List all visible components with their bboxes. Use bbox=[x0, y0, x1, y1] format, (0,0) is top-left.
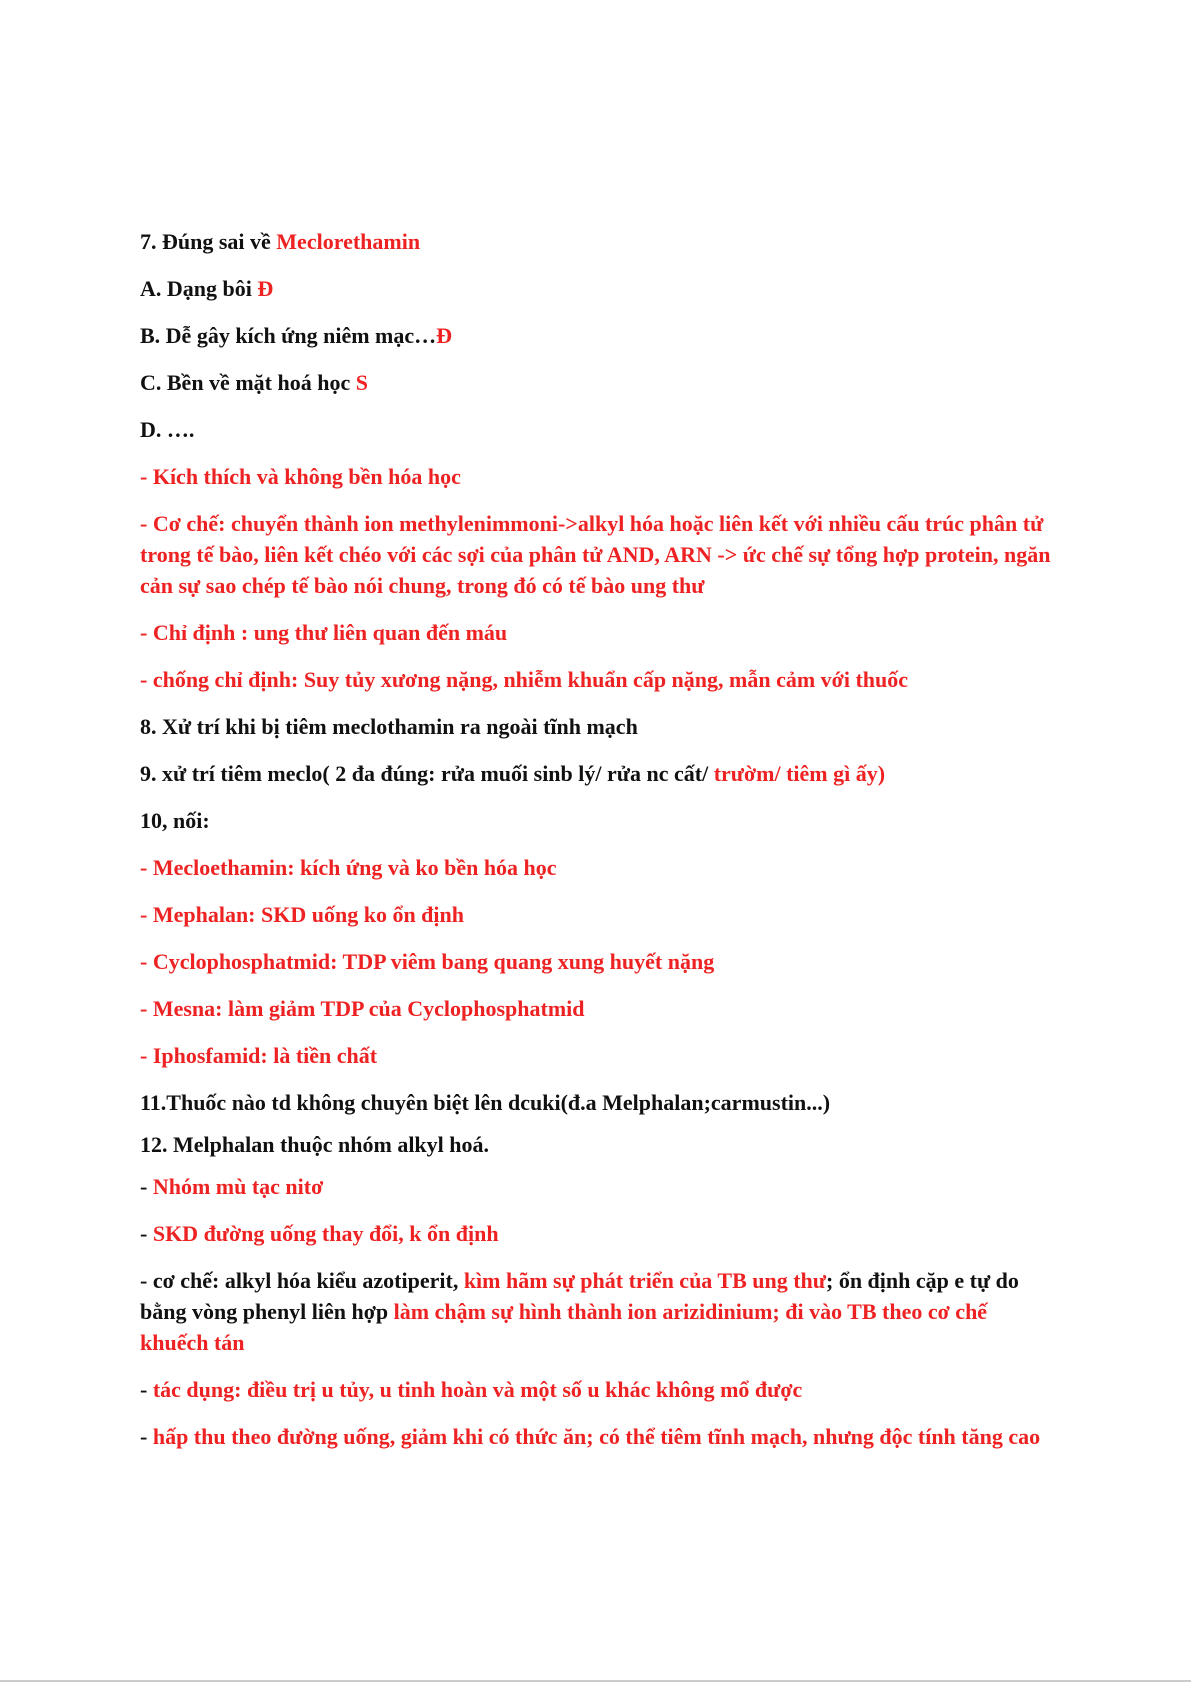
text-segment: hấp thu theo đường uống, giảm khi có thức ăn; có thể tiêm tĩnh mạch, nhưng độc tính tăng cao bbox=[152, 1424, 1041, 1449]
paragraph-n3 bbox=[140, 617, 1060, 648]
text-segment: 11.Thuốc nào td không chuyên biệt lên dcuki(đ.a Melphalan;carmustin...) bbox=[140, 1090, 831, 1115]
text-segment: kìm hãm sự phát triển của TB ung thư bbox=[463, 1268, 826, 1293]
text-segment: - Kích thích và không bền hóa học bbox=[140, 464, 461, 489]
paragraph-q7 bbox=[140, 226, 1060, 257]
text-segment: 7. Đúng sai về bbox=[140, 229, 277, 254]
paragraph-q7a bbox=[140, 273, 1060, 304]
text-segment: tác dụng: điều trị u tủy, u tinh hoàn và một số u khác không mổ được bbox=[152, 1377, 803, 1402]
text-segment: SKD đường uống thay đổi, k ổn định bbox=[152, 1221, 499, 1246]
paragraph-m3 bbox=[140, 946, 1060, 977]
text-segment: - Cơ chế: chuyển thành ion methylenimmoni->alkyl hóa hoặc liên kết với nhiều cấu trúc phân tử trong tế bào, liên kết chéo với các sợi của phân tử AND, ARN -> ức chế sự tổng hợp protein, ngăn cản sự sao chép tế bào nói chung, trong đó có tế bào ung thư bbox=[140, 511, 1051, 598]
page-bottom-rule bbox=[0, 1680, 1191, 1682]
text-segment: Meclorethamin bbox=[276, 229, 421, 254]
paragraph-n2 bbox=[140, 508, 1060, 601]
text-segment: - Mecloethamin: kích ứng và ko bền hóa học bbox=[140, 855, 557, 880]
text-segment: - chống chỉ định: Suy tủy xương nặng, nhiễm khuẩn cấp nặng, mẫn cảm với thuốc bbox=[140, 667, 909, 692]
text-segment: 12. Melphalan thuộc nhóm alkyl hoá. bbox=[140, 1132, 490, 1157]
text-segment: - bbox=[140, 1377, 153, 1402]
paragraph-q8 bbox=[140, 711, 1060, 742]
paragraph-n4 bbox=[140, 664, 1060, 695]
text-segment: - bbox=[140, 1174, 153, 1199]
paragraph-p3 bbox=[140, 1265, 1060, 1358]
text-segment: - cơ chế: alkyl hóa kiểu azotiperit, bbox=[140, 1268, 464, 1293]
text-segment: - Chỉ định : ung thư liên quan đến máu bbox=[140, 620, 508, 645]
paragraph-q11 bbox=[140, 1087, 1060, 1118]
text-segment: - Iphosfamid: là tiền chất bbox=[140, 1043, 378, 1068]
text-segment: 10, nối: bbox=[140, 808, 210, 833]
paragraph-p2 bbox=[140, 1218, 1060, 1249]
paragraph-p5 bbox=[140, 1421, 1060, 1452]
paragraph-m2 bbox=[140, 899, 1060, 930]
text-segment: B. Dễ gây kích ứng niêm mạc… bbox=[140, 323, 437, 348]
text-segment: ; ổn định cặp e tự do bằng vòng phenyl liên hợp bbox=[140, 1268, 1019, 1324]
text-segment: Đ bbox=[257, 276, 274, 301]
paragraph-q9 bbox=[140, 758, 1060, 789]
paragraph-p4 bbox=[140, 1374, 1060, 1405]
paragraph-p1 bbox=[140, 1171, 1060, 1202]
text-segment: 9. xử trí tiêm meclo( 2 đa đúng: rửa muối sinb lý/ rửa nc cất/ bbox=[140, 761, 714, 786]
text-segment: 8. Xử trí khi bị tiêm meclothamin ra ngoài tĩnh mạch bbox=[140, 714, 638, 739]
text-segment: D. …. bbox=[140, 417, 195, 442]
paragraph-m4 bbox=[140, 993, 1060, 1024]
text-segment: Nhóm mù tạc nitơ bbox=[152, 1174, 324, 1199]
paragraph-n1 bbox=[140, 461, 1060, 492]
paragraph-m1 bbox=[140, 852, 1060, 883]
text-segment: A. Dạng bôi bbox=[140, 276, 258, 301]
text-segment: - Mephalan: SKD uống ko ổn định bbox=[140, 902, 464, 927]
text-segment: - bbox=[140, 1424, 153, 1449]
paragraph-m5 bbox=[140, 1040, 1060, 1071]
paragraph-q7b bbox=[140, 320, 1060, 351]
text-segment: - bbox=[140, 1221, 153, 1246]
paragraph-q7c bbox=[140, 367, 1060, 398]
text-segment: C. Bền về mặt hoá học bbox=[140, 370, 356, 395]
text-segment: Đ bbox=[436, 323, 453, 348]
paragraph-q10 bbox=[140, 805, 1060, 836]
paragraph-q12 bbox=[140, 1129, 1060, 1160]
text-segment: - Mesna: làm giảm TDP của Cyclophosphatmid bbox=[140, 996, 585, 1021]
paragraph-q7d bbox=[140, 414, 1060, 445]
text-segment: - Cyclophosphatmid: TDP viêm bang quang xung huyết nặng bbox=[140, 949, 715, 974]
text-segment: làm chậm sự hình thành ion arizidinium; đi vào TB theo cơ chế khuếch tán bbox=[140, 1299, 988, 1355]
text-segment: S bbox=[355, 370, 368, 395]
text-segment: trườm/ tiêm gì ấy) bbox=[713, 761, 886, 786]
document-body bbox=[140, 226, 1060, 1468]
